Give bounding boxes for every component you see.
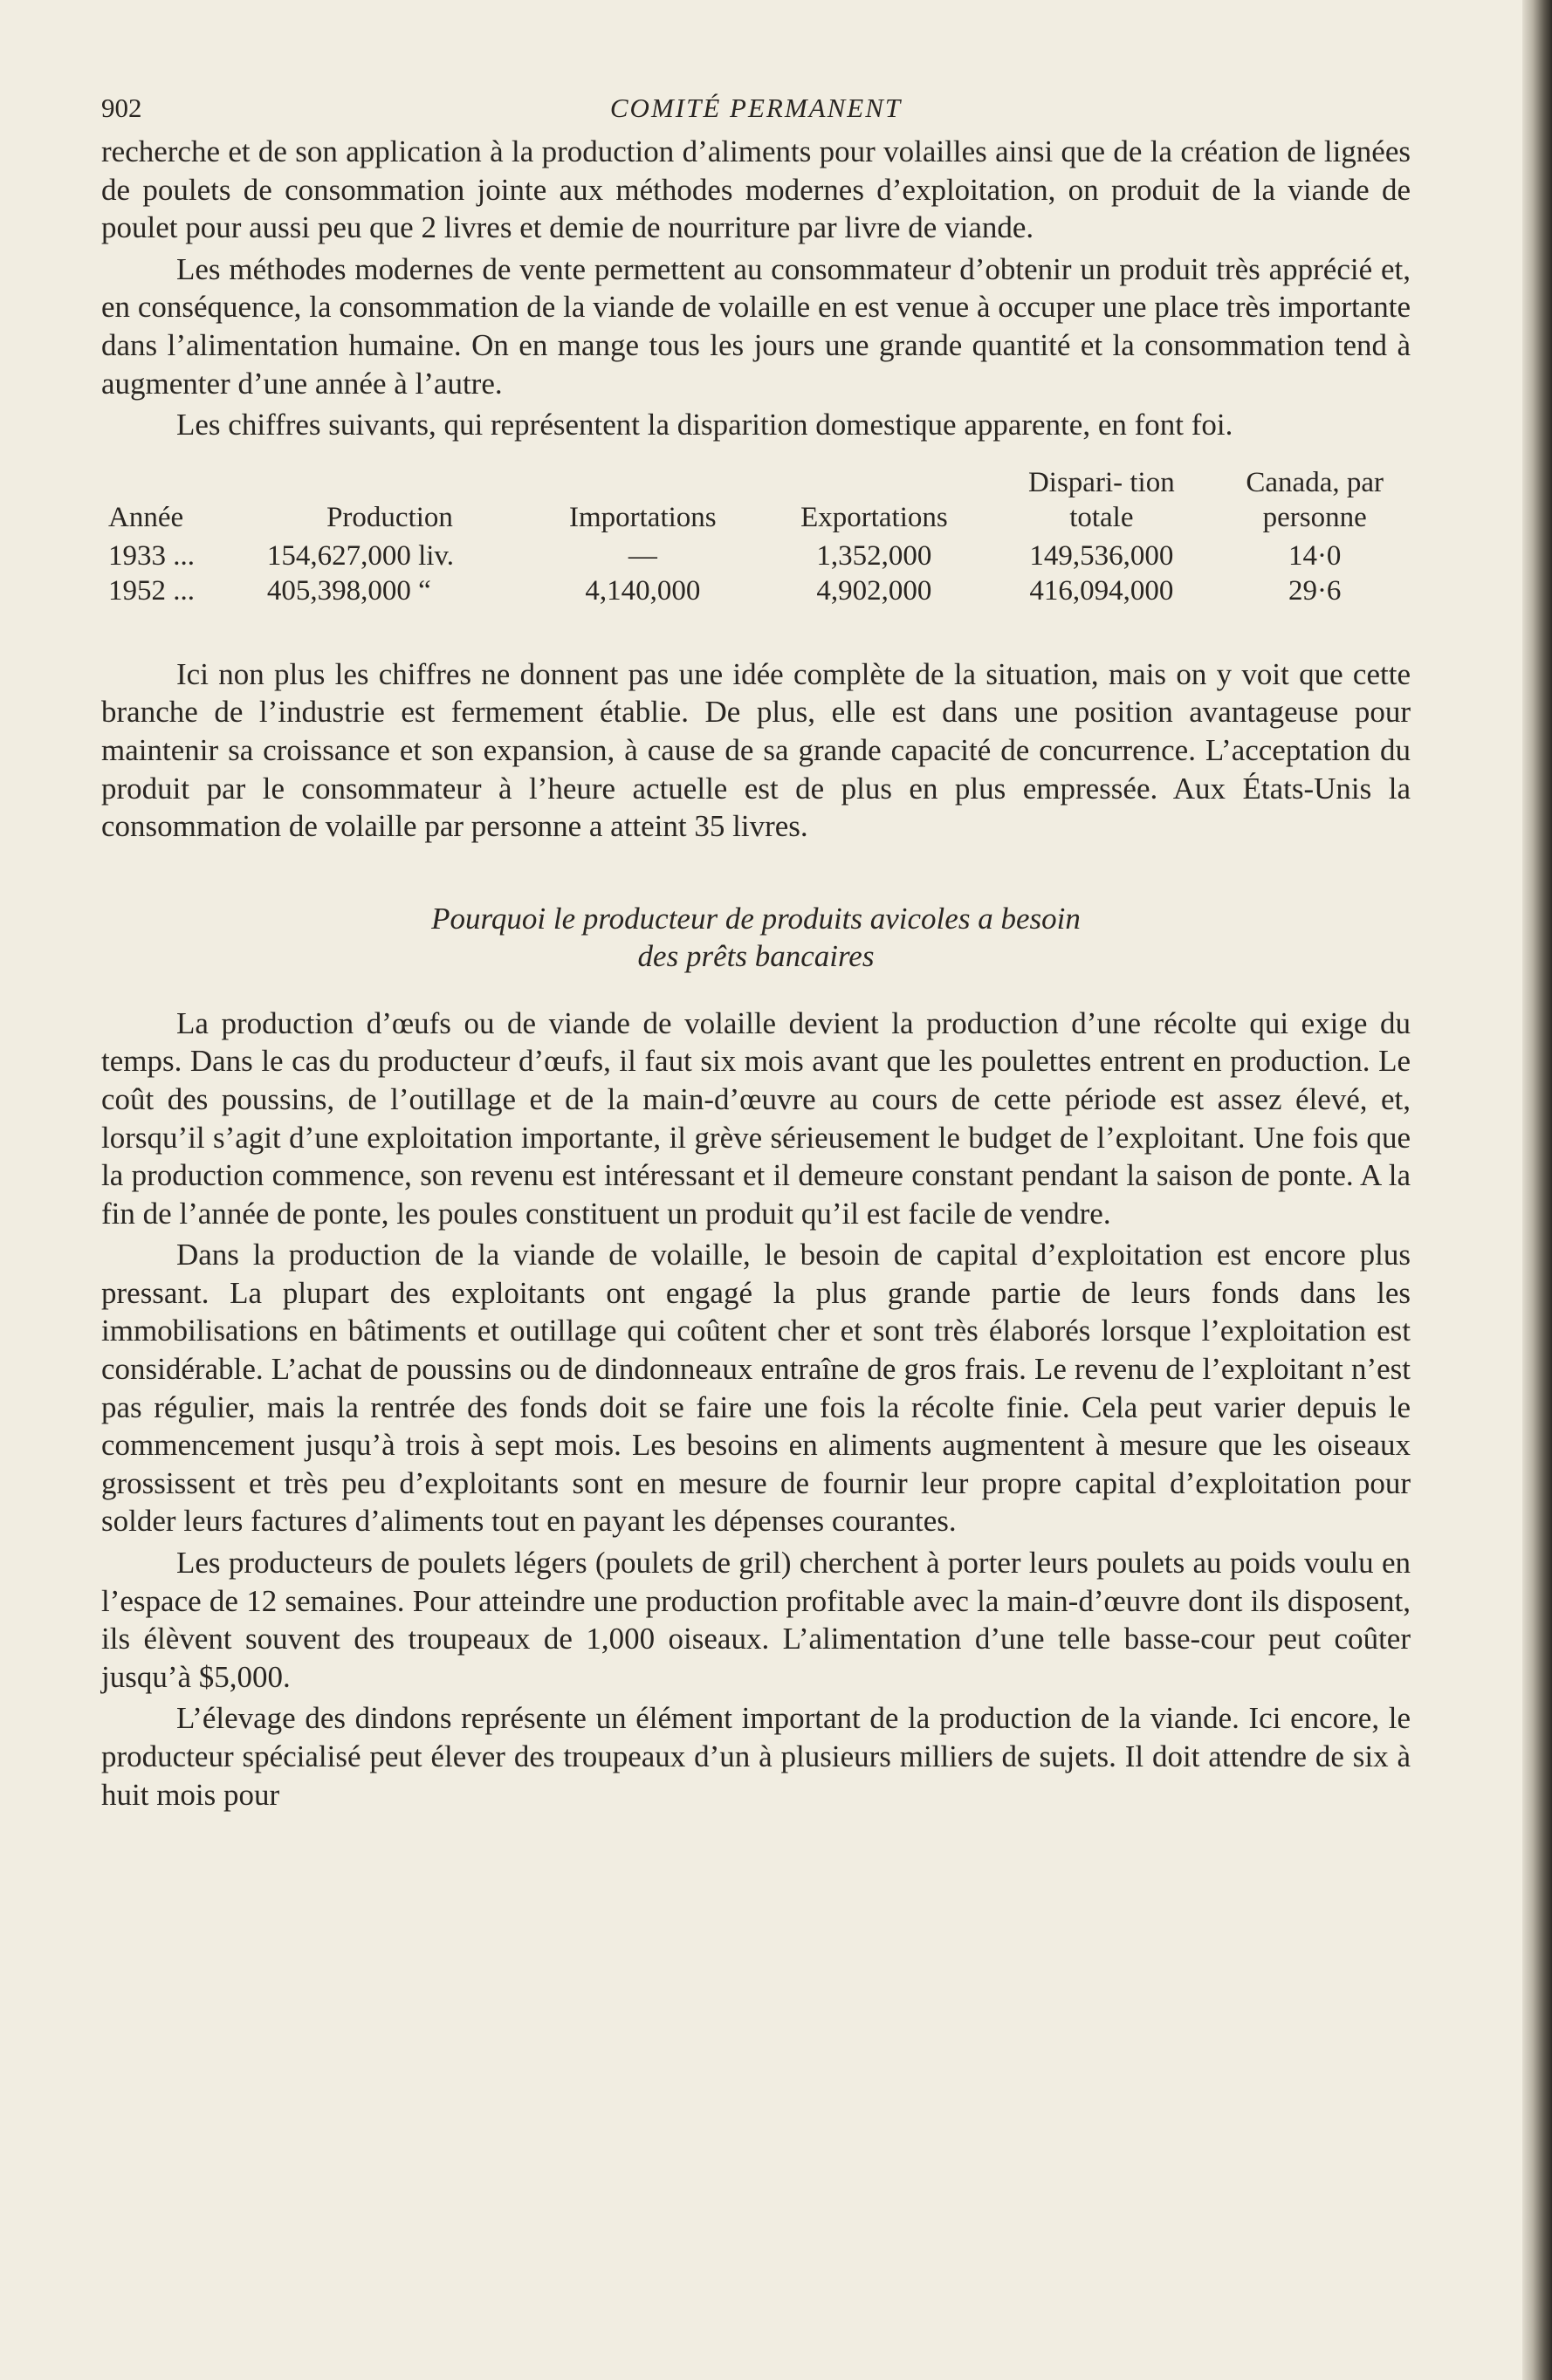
cell-exports: 4,902,000	[816, 574, 932, 607]
document-page	[101, 80, 1411, 1814]
section-heading-line: des prêts bancaires	[637, 938, 875, 973]
header-disappearance: Dispari- tion totale	[1027, 466, 1175, 533]
book-spine-edge	[1522, 0, 1552, 2380]
consumption-table	[100, 465, 1411, 608]
header-per-capita: Canada, par personne	[1246, 466, 1384, 533]
table-row	[100, 538, 1411, 573]
header-imports: Importations	[568, 501, 717, 533]
header-exports: Exportations	[800, 501, 948, 533]
paragraph: recherche et de son application à la production d’aliments pour volailles ainsi que de la création de lignées de poulets de consommation jointe aux méthodes modernes d’exploitation, on produit de la viande de poulet pour aussi peu que 2 livres et demie de nourriture par livre de viande.	[101, 134, 1411, 245]
cell-per-capita: 14·0	[1288, 539, 1342, 572]
header-year: Année	[108, 501, 184, 533]
paragraph: L’élevage des dindons représente un élément important de la production de la viande. Ici encore, le producteur spécialisé peut élever des troupeaux d’un à plusieurs milliers de sujets. Il doit attendre de six à huit mois pour	[101, 1701, 1411, 1812]
cell-disappearance: 416,094,000	[1029, 574, 1174, 607]
cell-imports: 4,140,000	[585, 574, 701, 607]
paragraph: Ici non plus les chiffres ne donnent pas une idée complète de la situation, mais on y voit que cette branche de l’industrie est fermement établie. De plus, elle est dans une position avantageuse pour maintenir sa croissance et son expansion, à cause de sa grande capacité de concurrence. L’acceptation du produit par le consommateur à l’heure actuelle est de plus en plus empressée. Aux États-Unis la consommation de volaille par personne a atteint 35 livres.	[101, 656, 1411, 844]
paragraph: Les producteurs de poulets légers (poulets de gril) cherchent à porter leurs poulets au poids voulu en l’espace de 12 semaines. Pour atteindre une production profitable avec la main-d’œuvre dont ils disposent, ils élèvent souvent des troupeaux de 1,000 oiseaux. L’alimentation d’une telle basse-cour peut coûter jusqu’à $5,000.	[101, 1546, 1411, 1694]
body-text-bottom	[101, 1005, 1411, 1814]
body-text-top	[101, 133, 1411, 444]
cell-production: 405,398,000 “	[266, 574, 431, 607]
cell-year: 1933 ...	[108, 539, 195, 572]
cell-exports: 1,352,000	[816, 539, 932, 572]
body-text-middle	[101, 655, 1411, 846]
cell-disappearance: 149,536,000	[1029, 539, 1174, 572]
section-heading	[101, 900, 1411, 975]
page-number: 902	[101, 93, 142, 123]
paragraph: Les méthodes modernes de vente permettent au consommateur d’obtenir un produit très apprécié et, en conséquence, la consommation de la viande de volaille en est venue à occuper une place très importante dans l’alimentation humaine. On en mange tous les jours une grande quantité et la consommation tend à augmenter d’une année à l’autre.	[101, 251, 1411, 401]
table-header-row	[100, 465, 1411, 538]
paragraph: Dans la production de la viande de volaille, le besoin de capital d’exploitation est encore plus pressant. La plupart des exploitants ont engagé la plus grande partie de leurs fonds dans les immobilisations en bâtiments et outillage qui coûtent cher et sont très élaborés lorsque l’exploitation est considérable. L’achat de poussins ou de dindonneaux entraîne de gros frais. Le revenu de l’exploitant n’est pas régulier, mais la rentrée des fonds doit se faire une fois la récolte finie. Cela peut varier depuis le commencement jusqu’à trois à sept mois. Les besoins en aliments augmentent à mesure que les oiseaux grossissent et très peu d’exploitants sont en mesure de fournir leur propre capital d’exploitation pour solder leurs factures d’aliments tout en payant les dépenses courantes.	[101, 1238, 1411, 1539]
running-head	[101, 80, 1411, 133]
paragraph: Les chiffres suivants, qui représentent la disparition domestique apparente, en font foi.	[176, 408, 1233, 442]
cell-production: 154,627,000 liv.	[266, 539, 455, 572]
cell-per-capita: 29·6	[1288, 574, 1342, 607]
paragraph: La production d’œufs ou de viande de volaille devient la production d’une récolte qui exige du temps. Dans le cas du producteur d’œufs, il faut six mois avant que les poulettes entrent en production. Le coût des poussins, de l’outillage et de la main-d’œuvre au cours de cette période est assez élevé, et, lorsqu’il s’agit d’une exploitation importante, il grève sérieusement le budget de l’exploitant. Une fois que la production commence, son revenu est intéressant et il demeure constant pendant la saison de ponte. A la fin de l’année de ponte, les poules constituent un produit qu’il est facile de vendre.	[101, 1005, 1411, 1231]
running-title: COMITÉ PERMANENT	[609, 93, 903, 123]
section-heading-line: Pourquoi le producteur de produits avicoles a besoin	[431, 901, 1081, 936]
table-row	[100, 573, 1411, 608]
cell-year: 1952 ...	[108, 574, 195, 607]
cell-imports: —	[628, 539, 657, 572]
header-production: Production	[326, 501, 453, 533]
